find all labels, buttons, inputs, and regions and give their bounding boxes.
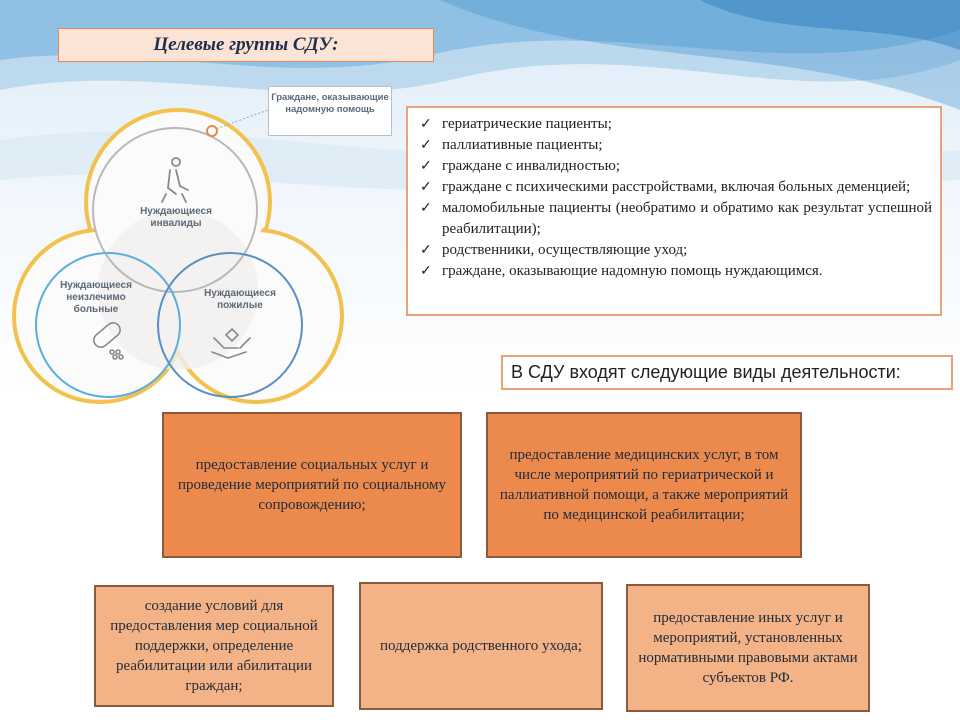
callout-home-care: Граждане, оказывающие надомную помощь <box>268 86 392 136</box>
venn-label-disabled: Нуждающиеся инвалиды <box>140 206 212 229</box>
target-groups-list <box>406 106 942 316</box>
list-item: ✓ родственники, осуществляющие уход; <box>416 240 932 261</box>
activity-card-social: предоставление социальных услуг и проведение мероприятий по социальному сопровождению; <box>162 412 462 558</box>
checkmark-icon: ✓ <box>420 201 432 216</box>
callout-dot <box>207 126 217 136</box>
venn-label-elderly: Нуждающиеся пожилые <box>204 288 276 311</box>
page-title: Целевые группы СДУ: <box>58 28 434 62</box>
list-item: ✓ паллиативные пациенты; <box>416 135 932 156</box>
activity-card-support: создание условий для предоставления мер социальной поддержки, определение реабилитации или абилитации граждан; <box>94 585 334 707</box>
list-item: ✓ граждане с психическими расстройствами, включая больных деменцией; <box>416 177 932 198</box>
list-item: ✓ гериатрические пациенты; <box>416 114 932 135</box>
list-item: ✓ граждане с инвалидностью; <box>416 156 932 177</box>
venn-label-ill: Нуждающиеся неизлечимо больные <box>60 280 132 315</box>
list-item: ✓ граждане, оказывающие надомную помощь нуждающимся. <box>416 261 932 282</box>
checkmark-icon: ✓ <box>420 180 432 195</box>
activity-card-medical: предоставление медицинских услуг, в том числе мероприятий по гериатрической и паллиативной помощи, а также мероприятий по медицинской реабилитации; <box>486 412 802 558</box>
list-item: ✓ маломобильные пациенты (необратимо и обратимо как результат успешной реабилитации); <box>420 200 932 237</box>
checkmark-icon: ✓ <box>420 138 432 153</box>
activity-card-other: предоставление иных услуг и мероприятий, установленных нормативными правовыми актами субъектов РФ. <box>626 584 870 712</box>
venn-diagram <box>0 90 380 410</box>
checkmark-icon: ✓ <box>420 264 432 279</box>
checkmark-icon: ✓ <box>420 159 432 174</box>
activities-heading: В СДУ входят следующие виды деятельности: <box>501 355 953 390</box>
activity-card-family-care: поддержка родственного ухода; <box>359 582 603 710</box>
checkmark-icon: ✓ <box>420 117 432 132</box>
checkmark-icon: ✓ <box>420 243 432 258</box>
